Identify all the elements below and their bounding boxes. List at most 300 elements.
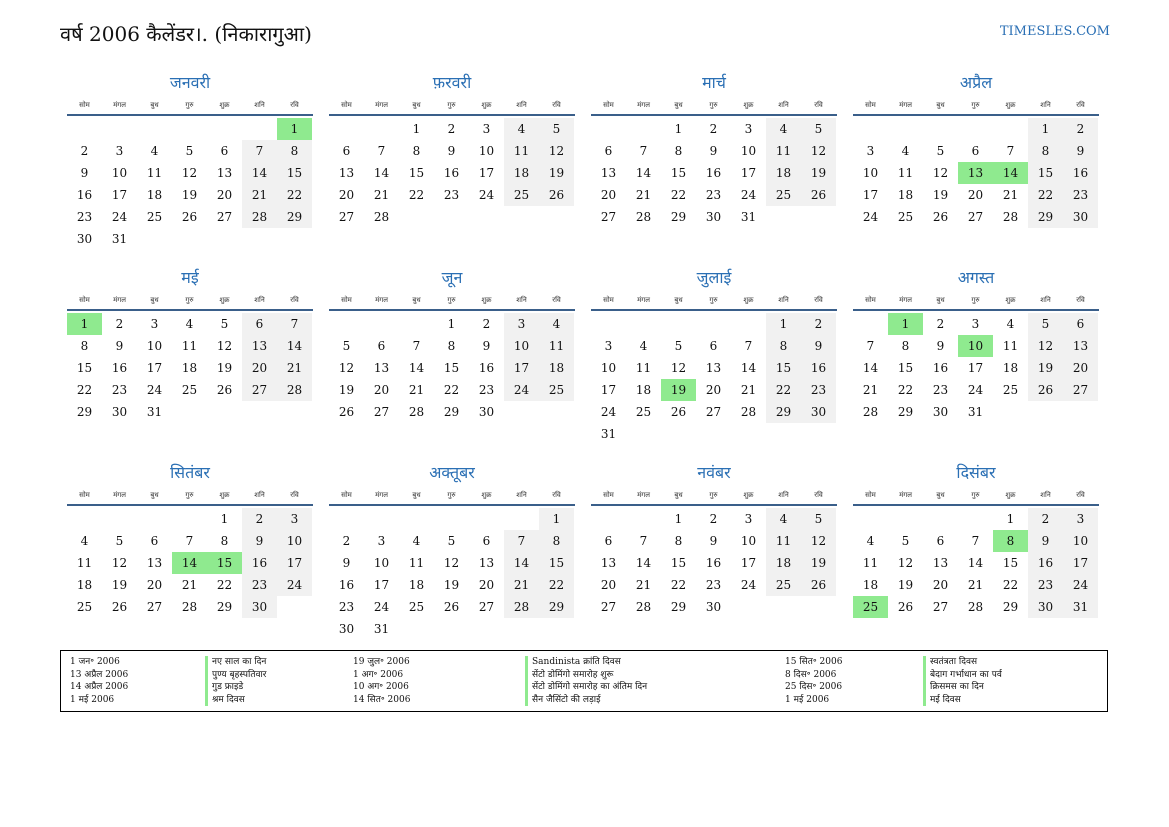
day-cell: 16 xyxy=(111,361,128,375)
weekday-label: शुक्र xyxy=(481,101,492,109)
day-cell: 1 xyxy=(447,317,456,331)
day-cell: 16 xyxy=(932,361,949,375)
day-cell: 7 xyxy=(866,339,875,353)
weekday-label: शनि xyxy=(516,296,527,304)
weekday-label: गुरु xyxy=(971,101,980,109)
day-cell: 18 xyxy=(766,162,801,184)
day-cell: 8 xyxy=(766,335,801,357)
day-cell: 20 xyxy=(338,188,355,202)
day-cell: 14 xyxy=(635,556,652,570)
day-cell: 25 xyxy=(408,600,425,614)
day-cell: 29 xyxy=(1002,600,1019,614)
day-cell: 10 xyxy=(373,556,390,570)
weekday-label: शुक्र xyxy=(743,491,754,499)
weekday-label: शनि xyxy=(778,101,789,109)
weekday-label: शनि xyxy=(516,491,527,499)
day-cell: 22 xyxy=(670,578,687,592)
day-grid xyxy=(591,508,837,618)
day-cell: 1 xyxy=(674,122,683,136)
day-grid xyxy=(67,508,313,618)
month-block xyxy=(591,70,837,228)
empty-cell xyxy=(853,508,888,530)
day-cell: 15 xyxy=(670,166,687,180)
weekday-label: मंगल xyxy=(375,491,388,499)
weekday-label: मंगल xyxy=(113,101,126,109)
legend-holiday-name: श्रम दिवस xyxy=(205,694,266,707)
day-cell: 28 xyxy=(373,210,390,224)
day-cell: 9 xyxy=(709,534,718,548)
month-block xyxy=(591,460,837,618)
month-name: जनवरी xyxy=(169,73,211,92)
day-cell: 7 xyxy=(744,339,753,353)
day-cell: 15 xyxy=(766,357,801,379)
weekday-label: बुध xyxy=(936,101,945,109)
day-cell: 4 xyxy=(766,118,801,140)
day-cell: 26 xyxy=(897,600,914,614)
day-cell: 26 xyxy=(801,574,836,596)
day-cell: 8 xyxy=(220,534,229,548)
day-cell: 29 xyxy=(539,596,574,618)
day-cell: 2 xyxy=(342,534,351,548)
day-cell: 12 xyxy=(111,556,128,570)
day-cell: 27 xyxy=(242,379,277,401)
day-cell: 13 xyxy=(600,556,617,570)
weekday-label: गुरु xyxy=(447,491,456,499)
day-cell: 22 xyxy=(766,379,801,401)
day-cell: 5 xyxy=(185,144,194,158)
day-cell: 18 xyxy=(504,162,539,184)
day-cell: 25 xyxy=(1002,383,1019,397)
day-cell: 30 xyxy=(705,600,722,614)
day-cell: 17 xyxy=(740,556,757,570)
day-cell: 15 xyxy=(277,162,312,184)
day-cell: 17 xyxy=(504,357,539,379)
empty-cell xyxy=(137,118,172,140)
day-cell: 22 xyxy=(76,383,93,397)
day-cell: 22 xyxy=(539,574,574,596)
weekday-header xyxy=(329,96,575,116)
empty-cell xyxy=(626,313,661,335)
day-cell: 19 xyxy=(216,361,233,375)
day-grid xyxy=(67,313,313,423)
weekday-label: बुध xyxy=(674,296,683,304)
weekday-header xyxy=(591,96,837,116)
day-cell: 7 xyxy=(504,530,539,552)
day-cell: 29 xyxy=(670,210,687,224)
empty-cell xyxy=(469,508,504,530)
day-cell: 28 xyxy=(635,600,652,614)
day-cell: 9 xyxy=(342,556,351,570)
day-cell: 27 xyxy=(932,600,949,614)
day-cell: 13 xyxy=(373,361,390,375)
month-name: अप्रैल xyxy=(959,73,993,92)
day-cell: 13 xyxy=(705,361,722,375)
weekday-header xyxy=(853,486,1099,506)
day-cell: 30 xyxy=(705,210,722,224)
day-cell: 21 xyxy=(1002,188,1019,202)
holiday-day-cell: 10 xyxy=(958,335,993,357)
day-cell: 30 xyxy=(111,405,128,419)
day-cell: 11 xyxy=(766,530,801,552)
weekday-header xyxy=(67,291,313,311)
day-cell: 25 xyxy=(766,574,801,596)
legend-date: 13 अप्रैल 2006 xyxy=(70,669,129,680)
day-cell: 9 xyxy=(1063,140,1098,162)
day-cell: 21 xyxy=(862,383,879,397)
legend-date-column xyxy=(70,656,128,706)
day-cell: 31 xyxy=(967,405,984,419)
weekday-label: सोम xyxy=(865,296,876,304)
empty-cell xyxy=(958,508,993,530)
legend-date-column xyxy=(353,656,410,706)
empty-cell xyxy=(242,118,277,140)
day-cell: 12 xyxy=(216,339,233,353)
weekday-label: रवि xyxy=(290,101,299,109)
day-cell: 23 xyxy=(478,383,495,397)
day-cell: 28 xyxy=(740,405,757,419)
holiday-legend xyxy=(60,650,1108,712)
month-block xyxy=(329,70,575,228)
month-name: सितंबर xyxy=(170,463,210,482)
day-cell: 10 xyxy=(146,339,163,353)
day-cell: 16 xyxy=(801,357,836,379)
weekday-label: रवि xyxy=(552,296,561,304)
day-cell: 6 xyxy=(604,144,613,158)
day-cell: 16 xyxy=(76,188,93,202)
day-cell: 16 xyxy=(242,552,277,574)
day-cell: 5 xyxy=(1028,313,1063,335)
day-cell: 12 xyxy=(670,361,687,375)
empty-cell xyxy=(888,118,923,140)
day-cell: 21 xyxy=(277,357,312,379)
legend-date: 1 जन॰ 2006 xyxy=(70,657,120,667)
legend-date: 1 अग॰ 2006 xyxy=(353,669,404,680)
holiday-day-cell: 15 xyxy=(207,552,242,574)
holiday-day-cell: 8 xyxy=(993,530,1028,552)
legend-date: 19 जुल॰ 2006 xyxy=(353,657,410,667)
weekday-label: रवि xyxy=(814,296,823,304)
day-cell: 30 xyxy=(1028,596,1063,618)
day-cell: 25 xyxy=(146,210,163,224)
site-link[interactable]: TIMESLES.COM xyxy=(999,24,1110,39)
day-cell: 13 xyxy=(216,166,233,180)
day-cell: 28 xyxy=(862,405,879,419)
day-cell: 3 xyxy=(377,534,386,548)
day-cell: 20 xyxy=(242,357,277,379)
day-cell: 29 xyxy=(766,401,801,423)
day-cell: 8 xyxy=(901,339,910,353)
day-cell: 11 xyxy=(539,335,574,357)
day-cell: 2 xyxy=(801,313,836,335)
day-cell: 26 xyxy=(216,383,233,397)
legend-holiday-name: नए साल का दिन xyxy=(205,656,266,669)
day-cell: 29 xyxy=(670,600,687,614)
holiday-day-cell: 1 xyxy=(277,118,312,140)
day-cell: 14 xyxy=(740,361,757,375)
weekday-label: बुध xyxy=(412,101,421,109)
day-cell: 26 xyxy=(338,405,355,419)
weekday-label: शनि xyxy=(778,491,789,499)
day-cell: 18 xyxy=(539,357,574,379)
day-cell: 23 xyxy=(801,379,836,401)
day-cell: 15 xyxy=(1002,556,1019,570)
day-cell: 19 xyxy=(338,383,355,397)
day-cell: 17 xyxy=(862,188,879,202)
empty-cell xyxy=(67,118,102,140)
legend-holiday-name: स्वतंत्रता दिवस xyxy=(923,656,1002,669)
legend-name-column xyxy=(923,656,1002,706)
holiday-day-cell: 1 xyxy=(67,313,102,335)
day-cell: 23 xyxy=(338,600,355,614)
day-cell: 26 xyxy=(670,405,687,419)
day-cell: 21 xyxy=(408,383,425,397)
day-cell: 24 xyxy=(478,188,495,202)
weekday-label: सोम xyxy=(79,101,90,109)
day-cell: 11 xyxy=(862,556,879,570)
weekday-label: बुध xyxy=(674,101,683,109)
day-cell: 1 xyxy=(1028,118,1063,140)
day-grid xyxy=(853,508,1099,618)
day-cell: 23 xyxy=(242,574,277,596)
day-cell: 2 xyxy=(242,508,277,530)
day-cell: 28 xyxy=(504,596,539,618)
day-cell: 22 xyxy=(1028,184,1063,206)
weekday-label: मंगल xyxy=(375,296,388,304)
day-cell: 5 xyxy=(801,508,836,530)
day-cell: 23 xyxy=(705,188,722,202)
day-cell: 19 xyxy=(539,162,574,184)
day-cell: 18 xyxy=(146,188,163,202)
day-cell: 11 xyxy=(897,166,914,180)
day-cell: 9 xyxy=(447,144,456,158)
day-cell: 17 xyxy=(600,383,617,397)
day-cell: 30 xyxy=(801,401,836,423)
day-cell: 24 xyxy=(1063,574,1098,596)
day-cell: 12 xyxy=(801,530,836,552)
weekday-label: सोम xyxy=(603,101,614,109)
weekday-label: मंगल xyxy=(637,101,650,109)
empty-cell xyxy=(172,118,207,140)
day-cell: 26 xyxy=(181,210,198,224)
month-name: जुलाई xyxy=(696,268,732,287)
day-cell: 18 xyxy=(181,361,198,375)
day-cell: 5 xyxy=(936,144,945,158)
day-cell: 12 xyxy=(338,361,355,375)
weekday-label: गुरु xyxy=(185,491,194,499)
day-cell: 6 xyxy=(971,144,980,158)
empty-cell xyxy=(626,508,661,530)
holiday-day-cell: 14 xyxy=(172,552,207,574)
day-cell: 16 xyxy=(1028,552,1063,574)
day-cell: 12 xyxy=(932,166,949,180)
empty-cell xyxy=(853,313,888,335)
day-cell: 7 xyxy=(412,339,421,353)
day-cell: 20 xyxy=(146,578,163,592)
day-cell: 15 xyxy=(539,552,574,574)
day-cell: 27 xyxy=(600,600,617,614)
day-cell: 28 xyxy=(181,600,198,614)
day-cell: 13 xyxy=(146,556,163,570)
day-cell: 9 xyxy=(936,339,945,353)
day-grid xyxy=(853,118,1099,228)
day-cell: 15 xyxy=(1028,162,1063,184)
day-cell: 20 xyxy=(705,383,722,397)
day-cell: 22 xyxy=(670,188,687,202)
day-cell: 19 xyxy=(801,162,836,184)
day-cell: 11 xyxy=(635,361,652,375)
legend-date: 25 दिस॰ 2006 xyxy=(785,682,843,692)
day-cell: 27 xyxy=(967,210,984,224)
day-cell: 20 xyxy=(967,188,984,202)
weekday-label: रवि xyxy=(290,296,299,304)
day-cell: 9 xyxy=(242,530,277,552)
day-cell: 21 xyxy=(635,188,652,202)
day-cell: 27 xyxy=(478,600,495,614)
day-cell: 31 xyxy=(600,427,617,441)
day-cell: 2 xyxy=(482,317,491,331)
day-cell: 10 xyxy=(1063,530,1098,552)
weekday-label: रवि xyxy=(1076,491,1085,499)
day-cell: 26 xyxy=(443,600,460,614)
day-cell: 27 xyxy=(600,210,617,224)
day-cell: 13 xyxy=(600,166,617,180)
day-cell: 21 xyxy=(740,383,757,397)
weekday-label: मंगल xyxy=(637,491,650,499)
day-cell: 19 xyxy=(111,578,128,592)
day-cell: 26 xyxy=(111,600,128,614)
day-cell: 9 xyxy=(115,339,124,353)
day-cell: 2 xyxy=(80,144,89,158)
day-cell: 3 xyxy=(866,144,875,158)
day-cell: 13 xyxy=(242,335,277,357)
legend-date: 1 मई 2006 xyxy=(70,694,115,705)
day-cell: 31 xyxy=(146,405,163,419)
day-cell: 4 xyxy=(412,534,421,548)
month-block xyxy=(853,265,1099,423)
month-name: अगस्त xyxy=(957,268,995,287)
weekday-label: शनि xyxy=(1040,101,1051,109)
day-cell: 7 xyxy=(1006,144,1015,158)
weekday-label: मंगल xyxy=(899,296,912,304)
day-grid xyxy=(329,508,575,640)
day-cell: 18 xyxy=(76,578,93,592)
day-cell: 30 xyxy=(76,232,93,246)
legend-holiday-name: सेंटो डोमिंगो समारोह का अंतिम दिन xyxy=(525,681,647,694)
month-name: मार्च xyxy=(702,73,726,92)
day-cell: 14 xyxy=(635,166,652,180)
day-cell: 3 xyxy=(744,122,753,136)
weekday-label: शुक्र xyxy=(219,101,230,109)
day-cell: 17 xyxy=(146,361,163,375)
legend-date: 8 दिस॰ 2006 xyxy=(785,669,837,680)
weekday-label: मंगल xyxy=(375,101,388,109)
day-cell: 24 xyxy=(277,574,312,596)
weekday-label: सोम xyxy=(341,296,352,304)
day-cell: 23 xyxy=(705,578,722,592)
day-cell: 8 xyxy=(674,534,683,548)
day-cell: 12 xyxy=(897,556,914,570)
day-cell: 28 xyxy=(967,600,984,614)
day-cell: 24 xyxy=(967,383,984,397)
day-cell: 3 xyxy=(277,508,312,530)
weekday-label: रवि xyxy=(1076,101,1085,109)
day-cell: 18 xyxy=(1002,361,1019,375)
empty-cell xyxy=(329,508,364,530)
empty-cell xyxy=(207,118,242,140)
day-cell: 7 xyxy=(242,140,277,162)
day-cell: 24 xyxy=(600,405,617,419)
weekday-label: शुक्र xyxy=(1005,491,1016,499)
day-cell: 28 xyxy=(277,379,312,401)
day-cell: 23 xyxy=(1028,574,1063,596)
day-grid xyxy=(329,118,575,228)
day-cell: 19 xyxy=(897,578,914,592)
day-cell: 13 xyxy=(1063,335,1098,357)
day-cell: 21 xyxy=(967,578,984,592)
weekday-label: रवि xyxy=(552,491,561,499)
weekday-header xyxy=(329,486,575,506)
day-cell: 4 xyxy=(504,118,539,140)
day-cell: 19 xyxy=(801,552,836,574)
weekday-label: मंगल xyxy=(899,491,912,499)
weekday-label: सोम xyxy=(79,491,90,499)
day-cell: 30 xyxy=(932,405,949,419)
holiday-day-cell: 14 xyxy=(993,162,1028,184)
weekday-label: शनि xyxy=(254,101,265,109)
day-cell: 25 xyxy=(766,184,801,206)
month-name: जून xyxy=(441,268,463,287)
weekday-label: सोम xyxy=(79,296,90,304)
day-cell: 24 xyxy=(740,188,757,202)
weekday-label: मंगल xyxy=(637,296,650,304)
day-cell: 24 xyxy=(504,379,539,401)
empty-cell xyxy=(853,118,888,140)
empty-cell xyxy=(399,508,434,530)
weekday-header xyxy=(853,291,1099,311)
month-name: दिसंबर xyxy=(956,463,996,482)
day-cell: 19 xyxy=(1028,357,1063,379)
day-cell: 6 xyxy=(936,534,945,548)
day-cell: 1 xyxy=(674,512,683,526)
day-cell: 17 xyxy=(1063,552,1098,574)
day-cell: 7 xyxy=(377,144,386,158)
day-cell: 12 xyxy=(801,140,836,162)
day-cell: 24 xyxy=(146,383,163,397)
weekday-label: शुक्र xyxy=(481,296,492,304)
day-cell: 9 xyxy=(801,335,836,357)
day-cell: 10 xyxy=(277,530,312,552)
day-cell: 21 xyxy=(504,574,539,596)
day-cell: 2 xyxy=(447,122,456,136)
weekday-label: बुध xyxy=(150,296,159,304)
empty-cell xyxy=(731,313,766,335)
weekday-header xyxy=(329,291,575,311)
weekday-label: शनि xyxy=(1040,296,1051,304)
day-cell: 28 xyxy=(408,405,425,419)
day-cell: 31 xyxy=(1063,596,1098,618)
day-cell: 24 xyxy=(862,210,879,224)
day-cell: 4 xyxy=(539,313,574,335)
day-cell: 19 xyxy=(443,578,460,592)
empty-cell xyxy=(364,313,399,335)
legend-name-column xyxy=(525,656,647,706)
day-cell: 19 xyxy=(181,188,198,202)
holiday-day-cell: 19 xyxy=(661,379,696,401)
day-cell: 6 xyxy=(709,339,718,353)
day-cell: 10 xyxy=(862,166,879,180)
empty-cell xyxy=(923,508,958,530)
weekday-label: गुरु xyxy=(447,296,456,304)
